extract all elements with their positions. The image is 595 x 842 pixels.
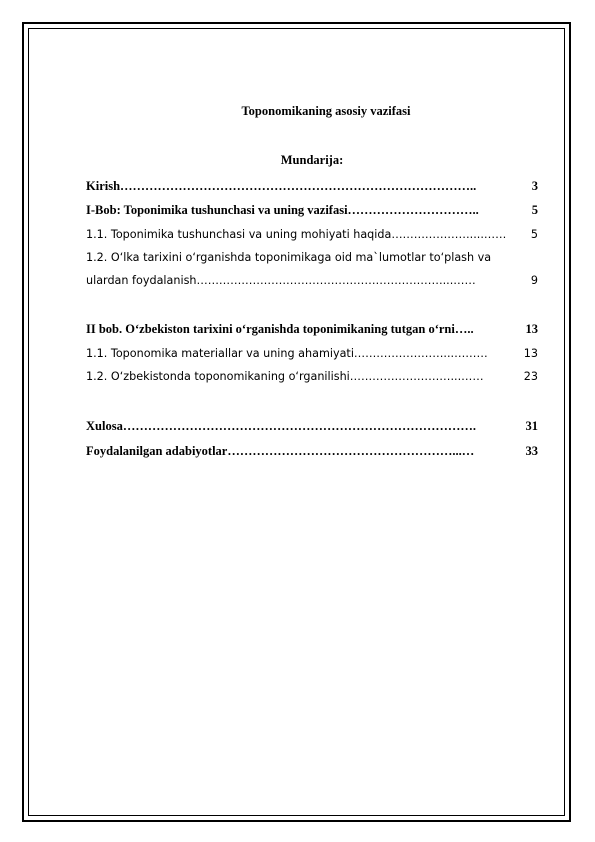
toc-entry-text: 1.1. Toponomika materiallar va uning ahamiyati……………………...………	[86, 347, 488, 360]
toc-entry-page: 5	[531, 203, 538, 217]
toc-entry-xulosa	[86, 418, 538, 434]
toc-entry-page: 31	[525, 419, 538, 433]
toc-entry-text: 1.1. Toponimika tushunchasi va uning mohiyati haqida…………………....……	[86, 228, 507, 241]
toc-entry-text: Foydalanilgan adabiyotlar………………………………………………...…	[86, 444, 475, 458]
toc-entry-chapter-2	[86, 321, 538, 337]
toc-entry-page: 5	[530, 228, 538, 241]
toc-entry-page: 3	[531, 179, 538, 193]
toc-entry-2-1	[86, 346, 538, 362]
toc-entry-1-2	[86, 250, 538, 266]
toc-entry-page: 23	[523, 370, 538, 383]
toc-entry-1-1	[86, 227, 538, 243]
toc-entry-text: Xulosa………………………………………………………………………….	[86, 419, 476, 433]
toc-entry-page: 33	[525, 444, 538, 458]
toc-entry-2-2	[86, 369, 538, 385]
toc-entry-adabiyotlar	[86, 443, 538, 459]
toc-entry-1-2-cont	[86, 273, 538, 289]
toc-entry-page: 13	[525, 322, 538, 336]
toc-entry-page: 9	[530, 274, 538, 287]
toc-entry-text: Kirish…………………………………………………………………………..	[86, 179, 477, 193]
toc-heading: Mundarija:	[280, 153, 344, 167]
document-title: Toponomikaning asosiy vazifasi	[241, 104, 411, 118]
toc-entry-page: 13	[523, 347, 538, 360]
toc-entry-text: 1.2. O‘lka tarixini o‘rganishda toponimikaga oid ma`lumotlar to‘plash va	[86, 251, 492, 264]
toc-entry-kirish	[86, 178, 538, 194]
toc-entry-text: I-Bob: Toponimika tushunchasi va uning vazifasi…………………………..	[86, 203, 479, 217]
toc-entry-chapter-1	[86, 202, 538, 218]
toc-entry-text: II bob. O‘zbekiston tarixini o‘rganishda toponimikaning tutgan o‘rni…..	[86, 322, 474, 336]
toc-entry-text: ulardan foydalanish…………………………………………………………...……	[86, 274, 476, 287]
toc-entry-text: 1.2. O‘zbekistonda toponomikaning o‘rganilishi………………………...……	[86, 370, 484, 383]
